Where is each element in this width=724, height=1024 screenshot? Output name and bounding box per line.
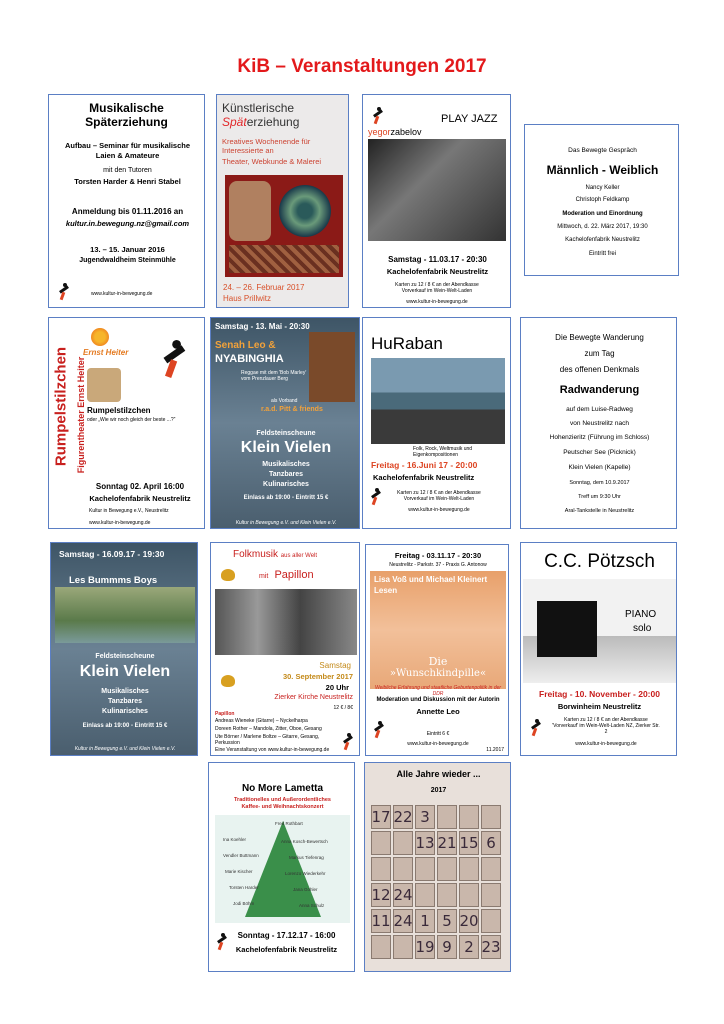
card-date: Freitag - 03.11.17 - 20:30 bbox=[394, 551, 482, 560]
calendar-cell[interactable]: 20 bbox=[459, 909, 479, 933]
card-tutors: Torsten Harder & Henri Stabel bbox=[74, 177, 181, 186]
card-url[interactable]: www.kultur-in-bewegung.de bbox=[575, 741, 637, 747]
book-subtitle: Weibliche Erfahrung und staatliche Geburtenpolitik in der DDR bbox=[374, 685, 502, 697]
calendar-cell[interactable]: 24 bbox=[393, 883, 413, 907]
vertical-title: Rumpelstilzchen bbox=[52, 346, 70, 467]
card-place: Borwinheim Neustrelitz bbox=[557, 702, 642, 711]
calendar-cell[interactable]: 1 bbox=[415, 909, 435, 933]
calendar-cell[interactable] bbox=[371, 935, 391, 959]
book-title-1: Die bbox=[428, 655, 448, 668]
event-card-poetzsch[interactable] bbox=[520, 542, 677, 756]
tag-2: Tanzbares bbox=[107, 698, 143, 705]
band-name: Papillon bbox=[274, 569, 314, 581]
pianist-photo bbox=[523, 579, 676, 683]
event-card-musikalische-spaeterziehung[interactable] bbox=[48, 94, 205, 308]
musician-name: Torsten Harder bbox=[229, 885, 259, 890]
card-place: Haus Prillwitz bbox=[223, 294, 272, 303]
line-1: Die Bewegte Wanderung bbox=[555, 333, 644, 342]
piano-shape bbox=[537, 601, 597, 657]
kib-logo-icon bbox=[341, 733, 355, 751]
line-7: Peutscher See (Picknick) bbox=[563, 449, 636, 456]
artist-name bbox=[368, 127, 422, 137]
venue-line1: Feldsteinscheune bbox=[256, 430, 316, 437]
card-time: 20 Uhr bbox=[325, 683, 349, 692]
reading-label: Lesen bbox=[374, 586, 398, 595]
card-day: Samstag bbox=[319, 661, 351, 670]
card-date: 30. September 2017 bbox=[282, 672, 353, 681]
venue-line2: Klein Vielen bbox=[79, 663, 171, 680]
calendar-cell[interactable]: 12 bbox=[371, 883, 391, 907]
event-card-wunschkindpille[interactable] bbox=[365, 544, 509, 756]
line-10: Treff um 9:30 Uhr bbox=[578, 494, 621, 500]
band-name: Les Bummms Boys bbox=[69, 575, 158, 586]
piano-label: PIANO bbox=[625, 609, 657, 620]
card-brand: Ernst Heiter bbox=[83, 348, 129, 357]
musician-name: Lorenzo Wiederkehr bbox=[285, 871, 326, 876]
card-date: Samstag - 13. Mai - 20:30 bbox=[215, 322, 310, 331]
title-rest: erziehung bbox=[246, 115, 300, 129]
calendar-cell[interactable]: 11 bbox=[371, 909, 391, 933]
calendar-cell[interactable] bbox=[459, 805, 479, 829]
event-card-radwanderung[interactable] bbox=[520, 317, 677, 529]
line-5: von Neustrelitz nach bbox=[570, 420, 629, 427]
card-date: Sonntag 02. April 16:00 bbox=[95, 482, 185, 491]
calendar-cell[interactable]: 19 bbox=[415, 935, 435, 959]
tag-3: Kulinarisches bbox=[263, 481, 309, 488]
event-card-play-jazz[interactable] bbox=[362, 94, 511, 308]
musician-name: Jodi Böhm bbox=[233, 901, 255, 906]
artist-first: yegor bbox=[368, 127, 391, 137]
line-3: des offenen Denkmals bbox=[559, 365, 640, 374]
calendar-cell[interactable] bbox=[459, 883, 479, 907]
card-title: Radwanderung bbox=[559, 384, 640, 396]
sun-icon bbox=[91, 328, 109, 346]
card-entry: Einlass ab 19:00 - Eintritt 15 € bbox=[82, 723, 168, 729]
advent-calendar-grid bbox=[371, 805, 506, 967]
kib-logo-icon bbox=[57, 283, 71, 301]
card-name: Rumpelstilzchen bbox=[87, 406, 151, 415]
card-title bbox=[222, 101, 347, 129]
calendar-cell[interactable]: 23 bbox=[481, 935, 501, 959]
title-main: Folkmusik bbox=[233, 549, 279, 560]
card-tutors-intro: mit den Tutoren bbox=[103, 167, 152, 174]
artwork-collage-image bbox=[225, 175, 343, 277]
calendar-cell[interactable]: 3 bbox=[415, 805, 435, 829]
card-date: Freitag - 16.Juni 17 - 20:00 bbox=[371, 460, 478, 470]
calendar-cell[interactable]: 6 bbox=[481, 831, 501, 855]
calendar-cell[interactable] bbox=[481, 857, 501, 881]
venue-line1: Feldsteinscheune bbox=[95, 653, 155, 660]
calendar-cell[interactable]: 21 bbox=[437, 831, 457, 855]
card-footer: Kultur in Bewegung e.V. und Klein Vielen e.V. bbox=[74, 746, 176, 752]
credit-2: Doreen Rother – Mandola, Zitter, Oboe, Gesang bbox=[215, 726, 322, 732]
card-url[interactable]: www.kultur-in-bewegung.de bbox=[408, 507, 470, 513]
card-title: Alle Jahre wieder ... bbox=[396, 769, 481, 779]
card-place: Kachelofenfabrik Neustrelitz bbox=[235, 945, 338, 954]
face-sculpture-image bbox=[229, 181, 271, 241]
musician-name: Vendler Buttmann bbox=[223, 853, 259, 858]
calendar-cell[interactable] bbox=[459, 857, 479, 881]
card-series: Das Bewegte Gespräch bbox=[568, 147, 637, 154]
vertical-subtitle: Figurentheater Ernst Heiter bbox=[76, 356, 86, 474]
calendar-cell[interactable]: 15 bbox=[459, 831, 479, 855]
tag-1: Musikalisches bbox=[101, 688, 149, 695]
speakers: Lisa Voß und Michael Kleinert bbox=[374, 575, 488, 584]
credits-head: Papillon bbox=[215, 711, 235, 717]
card-url[interactable]: www.kultur-in-bewegung.de bbox=[407, 741, 469, 747]
calendar-cell[interactable]: 17 bbox=[371, 805, 391, 829]
band-photo bbox=[215, 589, 357, 655]
calendar-cell[interactable]: 13 bbox=[415, 831, 435, 855]
card-tickets: Karten zu 12 / 8 € an der Abendkasse 'Vorverkauf' im Wein-Welt-Laden NZ, Zierker Str. 2 bbox=[552, 717, 660, 735]
butterfly-icon-2 bbox=[221, 675, 235, 687]
calendar-cell[interactable]: 5 bbox=[437, 909, 457, 933]
musician-name: Markus Tiefenrag bbox=[289, 855, 324, 860]
singer-photo bbox=[309, 332, 355, 402]
card-place: Kachelofenfabrik Neustrelitz bbox=[373, 473, 475, 482]
credit-1: Andreas Wieneke (Gitarre) – Nyckelharpa bbox=[215, 718, 308, 724]
card-year: 11.2017 bbox=[486, 747, 504, 753]
support-intro: als Vorband bbox=[271, 398, 298, 404]
title-accent: Spät bbox=[222, 115, 247, 129]
card-url[interactable]: www.kultur-in-bewegung.de bbox=[91, 291, 153, 297]
card-year: 2017 bbox=[430, 787, 447, 794]
card-desc: Kreatives Wochenende für Interessierte an bbox=[222, 137, 311, 155]
event-card-maennlich-weiblich[interactable] bbox=[524, 124, 679, 276]
musicians-on-rocks-photo bbox=[371, 358, 505, 444]
card-place: Kachelofenfabrik Neustrelitz bbox=[386, 267, 489, 276]
card-date: 13. – 15. Januar 2016 bbox=[90, 245, 165, 254]
event-card-les-bummms-boys[interactable] bbox=[50, 542, 198, 756]
card-email[interactable]: kultur.in.bewegung.nz@gmail.com bbox=[65, 219, 190, 228]
card-title: HuRaban bbox=[371, 334, 443, 353]
event-card-no-more-lametta[interactable] bbox=[208, 762, 355, 972]
kib-logo-icon bbox=[529, 719, 543, 737]
event-card-rumpelstilzchen[interactable] bbox=[48, 317, 205, 529]
line-9: Sonntag, dem 10.9.2017 bbox=[569, 480, 630, 486]
band-heading bbox=[259, 569, 314, 581]
artist-first: Senah Leo bbox=[215, 340, 266, 351]
calendar-cell[interactable] bbox=[393, 857, 413, 881]
calendar-cell[interactable] bbox=[415, 883, 435, 907]
card-date: Samstag - 11.03.17 - 20:30 bbox=[388, 255, 487, 264]
book-title-2: »Wunschkindpille« bbox=[389, 668, 487, 679]
card-title: Musikalische Späterziehung bbox=[85, 101, 168, 129]
band-in-car-photo bbox=[55, 587, 195, 643]
card-url[interactable]: www.kultur-in-bewegung.de bbox=[406, 299, 468, 305]
accordion-player-photo bbox=[368, 139, 506, 241]
card-place: Jugendwaldheim Steinmühle bbox=[79, 257, 176, 264]
musician-name: Anna Kosch-Bewertsch bbox=[281, 839, 328, 844]
line-4: auf dem Luise-Radweg bbox=[566, 406, 633, 413]
calendar-cell[interactable]: 9 bbox=[437, 935, 457, 959]
puppet-image bbox=[87, 368, 121, 402]
tag-1: Musikalisches bbox=[262, 461, 310, 468]
calendar-cell[interactable] bbox=[437, 805, 457, 829]
tag-2: Tanzbares bbox=[268, 471, 304, 478]
card-subtitle: Traditionelles und Außerordentliches Kaffee- und Weihnachtskonzert bbox=[234, 797, 331, 810]
line-6: Hohenzieritz (Führung im Schloss) bbox=[549, 434, 650, 441]
card-org: Kultur in Bewegung e.V., Neustrelitz bbox=[89, 508, 169, 514]
event-card-kuenstlerische-spaeterziehung[interactable] bbox=[216, 94, 349, 308]
card-entry: Eintritt frei bbox=[588, 251, 616, 257]
page-title: KiB – Veranstaltungen 2017 bbox=[237, 56, 487, 77]
card-tickets: Karten zu 12 / 8 € an der Abendkasse Vorverkauf im Wein-Welt-Laden bbox=[397, 490, 481, 502]
line-8: Klein Vielen (Kapelle) bbox=[568, 464, 631, 471]
card-date: Freitag - 10. November - 20:00 bbox=[539, 689, 660, 699]
musician-name: Anna Schulz bbox=[299, 903, 325, 908]
calendar-cell[interactable] bbox=[437, 883, 457, 907]
card-date: Sonntag - 17.12.17 - 16:00 bbox=[237, 931, 336, 940]
tag-3: Kulinarisches bbox=[102, 708, 148, 715]
card-place: Kachelofenfabrik Neustrelitz bbox=[89, 494, 191, 503]
kib-logo-icon bbox=[159, 340, 190, 380]
card-quote: oder „Wie wir noch gleich der beste ...?“ bbox=[87, 417, 176, 423]
event-card-alle-jahre-wieder[interactable] bbox=[364, 762, 511, 972]
card-footer[interactable]: Eine Veranstaltung von www.kultur-in-bewegung.de bbox=[215, 747, 330, 753]
calendar-cell[interactable] bbox=[393, 831, 413, 855]
card-title: No More Lametta bbox=[241, 783, 324, 794]
card-person2: Christoph Feldkamp bbox=[575, 197, 630, 203]
calendar-cell[interactable] bbox=[371, 857, 391, 881]
artist-last: zabelov bbox=[390, 127, 422, 137]
butterfly-icon bbox=[221, 569, 235, 581]
card-author: Annette Leo bbox=[416, 707, 460, 716]
support-band: r.a.d. Pitt & friends bbox=[261, 406, 323, 413]
event-card-papillon[interactable] bbox=[210, 542, 360, 756]
artist-name bbox=[215, 340, 276, 351]
card-entry: Eintritt 6 € bbox=[426, 731, 450, 737]
fabric-image bbox=[229, 245, 339, 273]
event-card-huraban[interactable] bbox=[362, 317, 511, 529]
card-moderation: Moderation und Einordnung bbox=[562, 211, 643, 217]
card-place: Zierker Kirche Neustrelitz bbox=[274, 694, 353, 701]
card-subtitle: Aufbau – Seminar für musikalische Laien & Amateure bbox=[64, 141, 191, 160]
line-11: Aral-Tankstelle in Neustrelitz bbox=[564, 508, 635, 514]
card-price: 12 € / 8€ bbox=[333, 705, 353, 711]
photo-caption: Folk, Rock, Weltmusik und Eigenkompositionen bbox=[413, 446, 473, 458]
musician-name: Marie Kischer bbox=[225, 869, 253, 874]
calendar-cell[interactable]: 24 bbox=[393, 909, 413, 933]
card-registration: Anmeldung bis 01.11.2016 an bbox=[71, 207, 184, 216]
calendar-cell[interactable]: 2 bbox=[459, 935, 479, 959]
card-headline: PLAY JAZZ bbox=[441, 113, 498, 125]
card-url[interactable]: www.kultur-in-bewegung.de bbox=[89, 520, 151, 526]
credit-3: Ute Börner / Marlene Boltze – Gitarre, Gesang, Perkussion bbox=[215, 734, 320, 746]
artist-amp: & bbox=[268, 340, 276, 351]
card-date: 24. – 26. Februar 2017 bbox=[223, 283, 305, 292]
card-title: C.C. Pötzsch bbox=[544, 551, 655, 572]
calendar-cell[interactable]: 22 bbox=[393, 805, 413, 829]
musician-name: Fred Rothbart bbox=[275, 821, 303, 826]
card-footer: Kultur in Bewegung e.V. und Klein Vielen e.V. bbox=[235, 520, 337, 526]
title-line1: Künstlerische bbox=[222, 101, 295, 115]
musician-name: Jana Göhler bbox=[293, 887, 318, 892]
solo-label: solo bbox=[633, 623, 652, 634]
card-entry: Einlass ab 19:00 - Eintritt 15 € bbox=[243, 495, 329, 501]
kib-logo-icon bbox=[369, 488, 383, 506]
card-place: Kachelofenfabrik Neustrelitz bbox=[565, 237, 640, 243]
calendar-cell[interactable] bbox=[415, 857, 435, 881]
line-2: zum Tag bbox=[584, 349, 615, 358]
card-tickets: Karten zu 12 / 8 € an der Abendkasse Vorverkauf im Wein-Welt-Laden bbox=[395, 282, 479, 294]
card-date: Samstag - 16.09.17 - 19:30 bbox=[59, 549, 165, 559]
card-topics: Theater, Webkunde & Malerei bbox=[222, 157, 322, 166]
kib-logo-icon bbox=[371, 107, 385, 125]
band-mit: mit bbox=[259, 573, 269, 580]
title-sub: aus aller Welt bbox=[280, 553, 318, 559]
calendar-cell[interactable] bbox=[393, 935, 413, 959]
calendar-cell[interactable] bbox=[481, 909, 501, 933]
event-card-nyabinghia[interactable] bbox=[210, 317, 360, 529]
card-title bbox=[233, 549, 317, 560]
card-place: Neustrelitz - Parkstr. 37 - Praxis G. Antonow bbox=[389, 562, 487, 568]
card-date: Mittwoch, d. 22. März 2017, 19:30 bbox=[557, 224, 648, 230]
calendar-cell[interactable] bbox=[437, 857, 457, 881]
musician-name: Ina Koehler bbox=[223, 837, 247, 842]
card-person1: Nancy Keller bbox=[585, 185, 620, 191]
artist-band: NYABINGHIA bbox=[215, 353, 284, 365]
calendar-cell[interactable] bbox=[371, 831, 391, 855]
musician-names-list bbox=[215, 763, 350, 923]
calendar-cell[interactable] bbox=[481, 883, 501, 907]
calendar-cell[interactable] bbox=[481, 805, 501, 829]
card-title: Männlich - Weiblich bbox=[546, 163, 659, 177]
card-moderation: Moderation und Diskussion mit der Autorin bbox=[376, 697, 500, 703]
venue-line2: Klein Vielen bbox=[240, 439, 332, 456]
woven-disc-image bbox=[279, 185, 331, 237]
card-desc: Reggae mit dem 'Bob Marley' vom Prenzlauer Berg bbox=[241, 370, 307, 382]
